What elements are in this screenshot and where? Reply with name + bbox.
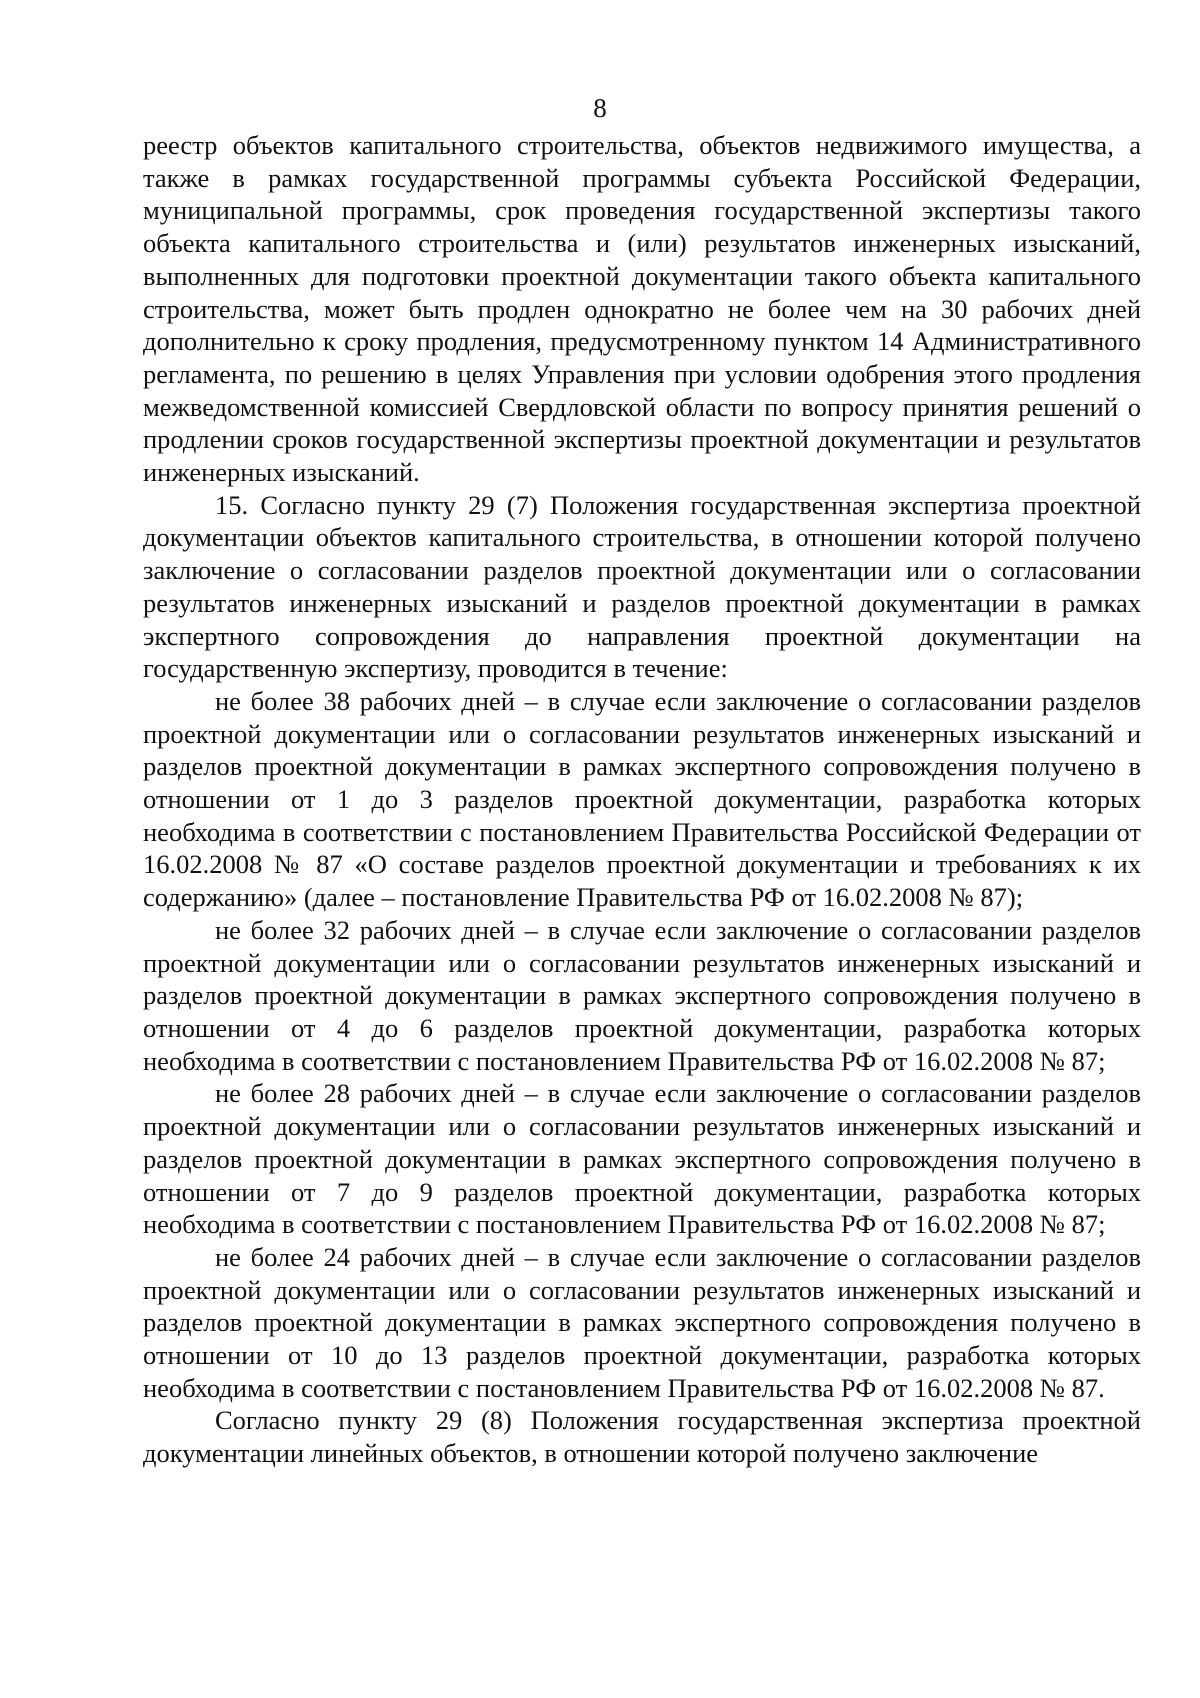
paragraph-24-days: не более 24 рабочих дней – в случае если заключение о согласовании разделов проектной документации или о согласовании результатов инженерных изысканий и разделов проектной документации в рамках экспертного сопровождения получено в отношении от 10 до 13 разделов проектной документации, разработка которых необходима в соответствии с постановлением Правительства РФ от 16.02.2008 № 87.	[143, 1241, 1141, 1403]
paragraph-32-days: не более 32 рабочих дней – в случае если заключение о согласовании разделов проектной документации или о согласовании результатов инженерных изысканий и разделов проектной документации в рамках экспертного сопровождения получено в отношении от 4 до 6 разделов проектной документации, разработка которых необходима в соответствии с постановлением Правительства РФ от 16.02.2008 № 87;	[143, 914, 1141, 1076]
paragraph-28-days: не более 28 рабочих дней – в случае если заключение о согласовании разделов проектной документации или о согласовании результатов инженерных изысканий и разделов проектной документации в рамках экспертного сопровождения получено в отношении от 7 до 9 разделов проектной документации, разработка которых необходима в соответствии с постановлением Правительства РФ от 16.02.2008 № 87;	[143, 1078, 1141, 1240]
paragraph-item-15: 15. Согласно пункту 29 (7) Положения государственная экспертиза проектной документации объектов капитального строительства, в отношении которой получено заключение о согласовании разделов проектной документации или о согласовании результатов инженерных изысканий и разделов проектной документации в рамках экспертного сопровождения до направления проектной документации на государственную экспертизу, проводится в течение:	[143, 489, 1141, 684]
paragraph-38-days: не более 38 рабочих дней – в случае если заключение о согласовании разделов проектной документации или о согласовании результатов инженерных изысканий и разделов проектной документации в рамках экспертного сопровождения получено в отношении от 1 до 3 разделов проектной документации, разработка которых необходима в соответствии с постановлением Правительства Российской Федерации от 16.02.2008 № 87 «О составе разделов проектной документации и требованиях к их содержанию» (далее – постановление Правительства РФ от 16.02.2008 № 87);	[143, 685, 1141, 913]
paragraph-linear-objects: Согласно пункту 29 (8) Положения государственная экспертиза проектной документации линейных объектов, в отношении которой получено заключение	[143, 1405, 1141, 1469]
page-number: 8	[593, 93, 607, 123]
document-body	[143, 129, 1141, 1470]
paragraph-continuation: реестр объектов капитального строительства, объектов недвижимого имущества, а также в рамках государственной программы субъекта Российской Федерации, муниципальной программы, срок проведения государственной экспертизы такого объекта капитального строительства и (или) результатов инженерных изысканий, выполненных для подготовки проектной документации такого объекта капитального строительства, может быть продлен однократно не более чем на 30 рабочих дней дополнительно к сроку продления, предусмотренному пунктом 14 Административного регламента, по решению в целях Управления при условии одобрения этого продления межведомственной комиссией Свердловской области по вопросу принятия решений о продлении сроков государственной экспертизы проектной документации и результатов инженерных изысканий.	[143, 130, 1141, 488]
